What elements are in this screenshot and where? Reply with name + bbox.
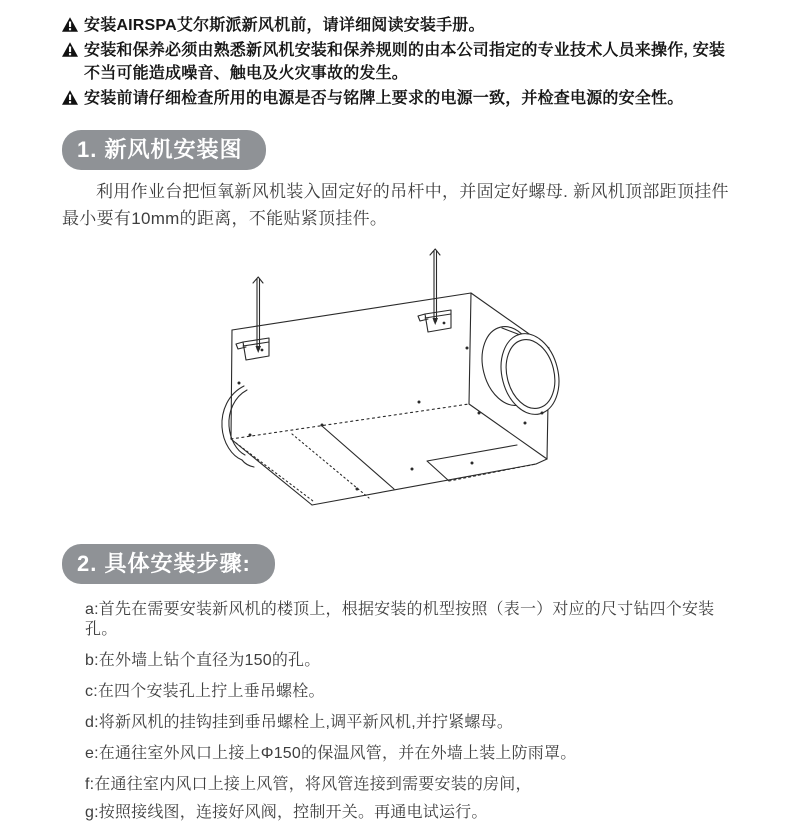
warning-text: 安装前请仔细检查所用的电源是否与铭牌上要求的电源一致，并检查电源的安全性。 (84, 90, 684, 107)
fresh-air-unit-isometric-drawing (192, 236, 632, 544)
warning-item (62, 39, 734, 85)
warning-text: 安装和保养必须由熟悉新风机安装和保养规则的由本公司指定的专业技术人员来操作, 安装不当可能造成噪音、触电及火灾事故的发生。 (84, 42, 726, 82)
step-d: d:将新风机的挂钩挂到垂吊螺栓上,调平新风机,并拧紧螺母。 (85, 714, 514, 731)
section-1-paragraph: 利用作业台把恒氧新风机装入固定好的吊杆中，并固定好螺母. 新风机顶部距顶挂件最小要有10mm的距离，不能贴紧顶挂件。 (62, 182, 729, 228)
step-b: b:在外墙上钻个直径为150的孔。 (85, 652, 321, 669)
warning-notes (62, 14, 734, 110)
step-e: e:在通往室外风口上接上Φ150的保温风管，并在外墙上装上防雨罩。 (85, 745, 577, 762)
step-a: a:首先在需要安装新风机的楼顶上，根据安装的机型按照（表一）对应的尺寸钻四个安装孔。 (85, 601, 715, 638)
section-2-title-badge: 2. 具体安装步骤: (62, 544, 275, 584)
section-1-title-badge: 1. 新风机安装图 (62, 130, 266, 170)
installation-steps (85, 600, 734, 823)
step-g: g:按照接线图，连接好风阀，控制开关。再通电试运行。 (85, 804, 488, 821)
warning-item (62, 87, 734, 110)
warning-triangle-icon (62, 14, 84, 32)
section-1 (62, 122, 734, 232)
warning-item (62, 14, 734, 37)
warning-triangle-icon (62, 87, 84, 105)
section-2 (62, 544, 734, 823)
warning-text: 安装AIRSPA艾尔斯派新风机前，请详细阅读安装手册。 (84, 17, 485, 34)
step-f: f:在通往室内风口上接上风管，将风管连接到需要安装的房间， (85, 776, 532, 793)
installation-diagram (62, 236, 734, 544)
step-c: c:在四个安装孔上拧上垂吊螺栓。 (85, 683, 325, 700)
warning-triangle-icon (62, 39, 84, 57)
